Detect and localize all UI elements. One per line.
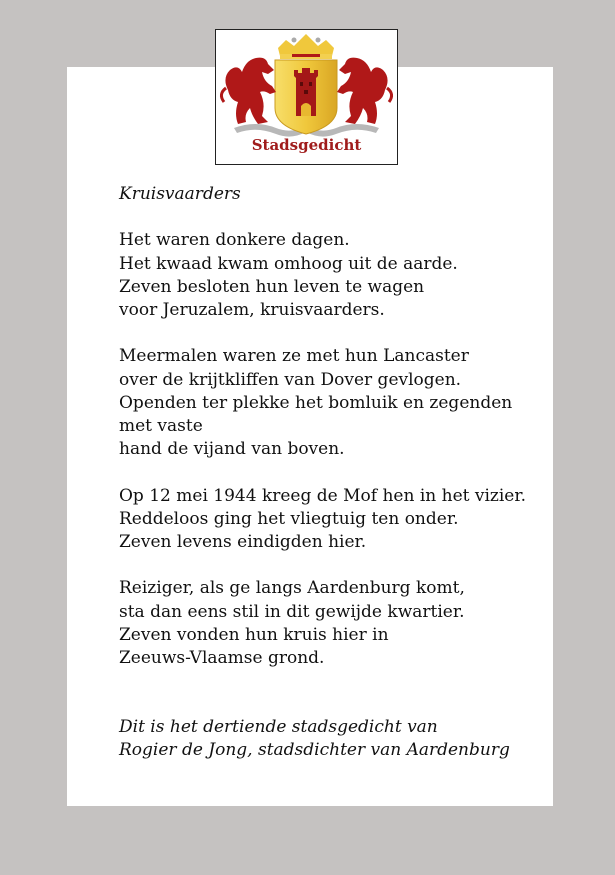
- poem-line: Openden ter plekke het bomluik en zegenden: [119, 392, 513, 413]
- stanza: [119, 577, 539, 670]
- stadsgedicht-logo: [215, 29, 398, 165]
- poem-line: Het waren donkere dagen.: [119, 230, 350, 251]
- left-lion: [225, 58, 276, 124]
- signoff: [119, 716, 539, 762]
- poem-line: Zeven vonden hun kruis hier in: [119, 624, 389, 645]
- poem-line: Reddeloos ging het vliegtuig ten onder.: [119, 508, 459, 529]
- poem-line: Het kwaad kwam omhoog uit de aarde.: [119, 253, 458, 274]
- poem-line: Reiziger, als ge langs Aardenburg komt,: [119, 578, 465, 599]
- signoff-line: Dit is het dertiende stadsgedicht van: [119, 717, 438, 738]
- poem-line: Zeeuws-Vlaamse grond.: [119, 648, 325, 668]
- poem-title: Kruisvaarders: [119, 184, 241, 204]
- poem-line: hand de vijand van boven.: [119, 439, 345, 460]
- stanza: [119, 485, 539, 555]
- poem-line: Zeven besloten hun leven te wagen: [119, 276, 425, 297]
- poem-line: sta dan eens stil in dit gewijde kwartier.: [119, 601, 465, 622]
- poem: [119, 183, 539, 763]
- poem-line: Meermalen waren ze met hun Lancaster: [119, 346, 469, 367]
- poem-line: met vaste: [119, 416, 203, 436]
- poem-line: Op 12 mei 1944 kreeg de Mof hen in het vizier.: [119, 485, 527, 506]
- poem-line: Zeven levens eindigden hier.: [119, 532, 367, 552]
- poem-line: voor Jeruzalem, kruisvaarders.: [119, 300, 385, 320]
- right-lion: [337, 58, 388, 124]
- signoff-line: Rogier de Jong, stadsdichter van Aardenburg: [119, 740, 510, 761]
- poem-line: over de krijtkliffen van Dover gevlogen.: [119, 369, 462, 390]
- stanza: [119, 229, 539, 322]
- stanza: [119, 345, 539, 461]
- crown: [278, 34, 334, 56]
- logo-label: Stadsgedicht: [251, 136, 362, 154]
